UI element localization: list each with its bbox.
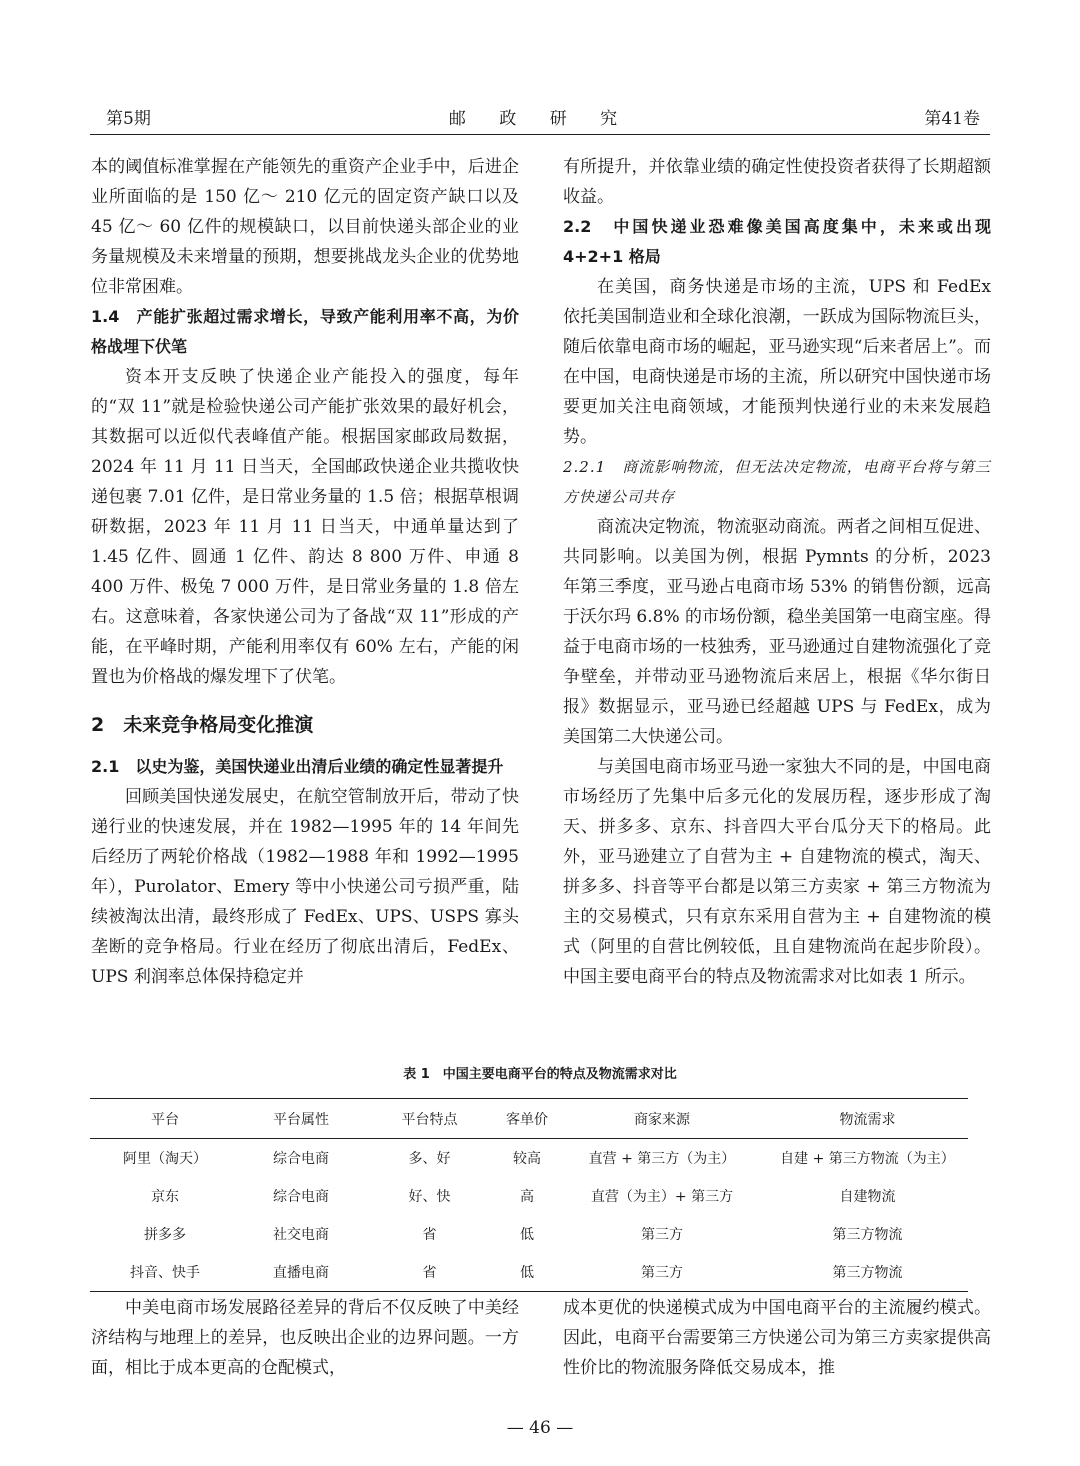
table-cell: 社交电商 xyxy=(273,1227,329,1243)
section-heading-1-4: 1.4 产能扩张超过需求增长，导致产能利用率不高，为价格战埋下伏笔 xyxy=(91,307,519,356)
table-cell: 第三方物流 xyxy=(832,1227,903,1243)
table-cell: 拼多多 xyxy=(144,1227,186,1243)
table-cell: 自建物流 xyxy=(839,1189,896,1205)
table-cell: 综合电商 xyxy=(273,1189,329,1205)
table-cell: 第三方物流 xyxy=(832,1265,903,1281)
table-cell: 好、快 xyxy=(408,1189,451,1205)
table-cell: 京东 xyxy=(151,1189,179,1205)
table-cell: 直播电商 xyxy=(273,1265,329,1281)
issue-label: 第5期 xyxy=(106,109,151,129)
table-cell: 多、好 xyxy=(408,1151,451,1167)
table-cell: 第三方 xyxy=(641,1227,683,1243)
table-cell: 自建 + 第三方物流（为主） xyxy=(780,1151,955,1167)
table-cell: 直营 + 第三方（为主） xyxy=(588,1151,736,1167)
table-row xyxy=(90,1215,968,1253)
paragraph: 商流决定物流，物流驱动商流。两者之间相互促进、共同影响。以美国为例，根据 Pymnts 的分析，2023 年第三季度，亚马逊占电商市场 53% 的销售份额，远高于沃尔玛 6.8% 的市场份额，稳坐美国第一电商宝座。得益于电商市场的一枝独秀，亚马逊通过自建物流强化了竞争壁垒，并带动亚马逊物流后来居上，根据《华尔街日报》数据显示，亚马逊已经超越 UPS 与 FedEx，成为美国第二大快递公司。 xyxy=(563,517,991,747)
table-row xyxy=(90,1139,968,1178)
section-heading-2-2: 2.2 中国快递业恐难像美国高度集中，未来或出现 4+2+1 格局 xyxy=(563,217,991,266)
table-cell: 低 xyxy=(520,1265,534,1281)
paragraph: 本的阈值标准掌握在产能领先的重资产企业手中，后进企业所面临的是 150 亿～ 210 亿元的固定资产缺口以及 45 亿～ 60 亿件的规模缺口，以目前快递头部企业的业务量规模及未来增量的预期，想要挑战龙头企业的优势地位非常困难。 xyxy=(91,157,519,297)
section-heading-2: 2 未来竞争格局变化推演 xyxy=(91,714,314,736)
platform-comparison-table xyxy=(90,1098,968,1292)
volume-label: 第41卷 xyxy=(924,109,980,129)
column-header: 商家来源 xyxy=(557,1099,767,1139)
table-cell: 第三方 xyxy=(641,1265,683,1281)
left-column xyxy=(91,152,519,992)
table-row xyxy=(90,1177,968,1215)
table-row xyxy=(90,1253,968,1292)
section-heading-2-1: 2.1 以史为鉴，美国快递业出清后业绩的确定性显著提升 xyxy=(91,757,504,776)
table-cell: 低 xyxy=(520,1227,534,1243)
paragraph: 中美电商市场发展路径差异的背后不仅反映了中美经济结构与地理上的差异，也反映出企业的边界问题。一方面，相比于成本更高的仓配模式， xyxy=(91,1298,519,1378)
right-column xyxy=(563,152,991,992)
column-header: 平台 xyxy=(90,1099,240,1139)
table-caption: 表 1 中国主要电商平台的特点及物流需求对比 xyxy=(403,1067,677,1082)
paragraph: 在美国，商务快递是市场的主流，UPS 和 FedEx 依托美国制造业和全球化浪潮，一跃成为国际物流巨头，随后依靠电商市场的崛起，亚马逊实现“后来者居上”。而在中国，电商快递是市场的主流，所以研究中国快递市场要更加关注电商领域，才能预判快递行业的未来发展趋势。 xyxy=(563,277,991,447)
running-header xyxy=(90,104,990,135)
paragraph: 有所提升，并依靠业绩的确定性使投资者获得了长期超额收益。 xyxy=(563,157,991,207)
table-cell: 省 xyxy=(422,1227,437,1243)
column-header: 物流需求 xyxy=(767,1099,968,1139)
table-cell: 阿里（淘天） xyxy=(123,1151,207,1167)
table-cell: 抖音、快手 xyxy=(130,1265,200,1281)
column-header: 平台特点 xyxy=(362,1099,497,1139)
table-cell: 高 xyxy=(520,1189,534,1205)
paragraph: 与美国电商市场亚马逊一家独大不同的是，中国电商市场经历了先集中后多元化的发展历程，逐步形成了淘天、拼多多、京东、抖音四大平台瓜分天下的格局。此外，亚马逊建立了自营为主 + 自建物流的模式，淘天、拼多多、抖音等平台都是以第三方卖家 + 第三方物流为主的交易模式，只有京东采用自营为主 + 自建物流的模式（阿里的自营比例较低，且自建物流尚在起步阶段）。中国主要电商平台的特点及物流需求对比如表 1 所示。 xyxy=(563,757,991,987)
journal-title: 邮 政 研 究 xyxy=(448,109,632,129)
table-cell: 综合电商 xyxy=(273,1151,329,1167)
table-cell: 较高 xyxy=(513,1151,541,1167)
paragraph: 回顾美国快递发展史，在航空管制放开后，带动了快递行业的快速发展，并在 1982—1995 年的 14 年间先后经历了两轮价格战（1982—1988 年和 1992—1995 年），Purolator、Emery 等中小快递公司亏损严重，陆续被淘汰出清，最终形成了 FedEx、UPS、USPS 寡头垄断的竞争格局。行业在经历了彻底出清后，FedEx、UPS 利润率总体保持稳定并 xyxy=(91,787,519,987)
bottom-right-column xyxy=(563,1293,991,1383)
paragraph: 资本开支反映了快递企业产能投入的强度，每年的“双 11”就是检验快递公司产能扩张效果的最好机会，其数据可以近似代表峰值产能。根据国家邮政局数据，2024 年 11 月 11 日当天，全国邮政快递企业共揽收快递包裹 7.01 亿件，是日常业务量的 1.5 倍；根据草根调研数据，2023 年 11 月 11 日当天，中通单量达到了 1.45 亿件、圆通 1 亿件、韵达 8 800 万件、申通 8 400 万件、极兔 7 000 万件，是日常业务量的 1.8 倍左右。这意味着，各家快递公司为了备战“双 11”形成的产能，在平峰时期，产能利用率仅有 60% 左右，产能的闲置也为价格战的爆发埋下了伏笔。 xyxy=(91,367,519,687)
section-heading-2-2-1: 2.2.1 商流影响物流，但无法决定物流，电商平台将与第三方快递公司共存 xyxy=(563,458,991,506)
table-header-row xyxy=(90,1099,968,1139)
paragraph: 成本更优的快递模式成为中国电商平台的主流履约模式。因此，电商平台需要第三方快递公司为第三方卖家提供高性价比的物流服务降低交易成本，推 xyxy=(563,1298,991,1378)
column-header: 客单价 xyxy=(497,1099,557,1139)
table-cell: 省 xyxy=(422,1265,437,1281)
bottom-left-column xyxy=(91,1293,519,1383)
table-cell: 直营（为主）+ 第三方 xyxy=(590,1189,734,1205)
column-header: 平台属性 xyxy=(240,1099,362,1139)
page-number: — 46 — xyxy=(506,1418,574,1438)
